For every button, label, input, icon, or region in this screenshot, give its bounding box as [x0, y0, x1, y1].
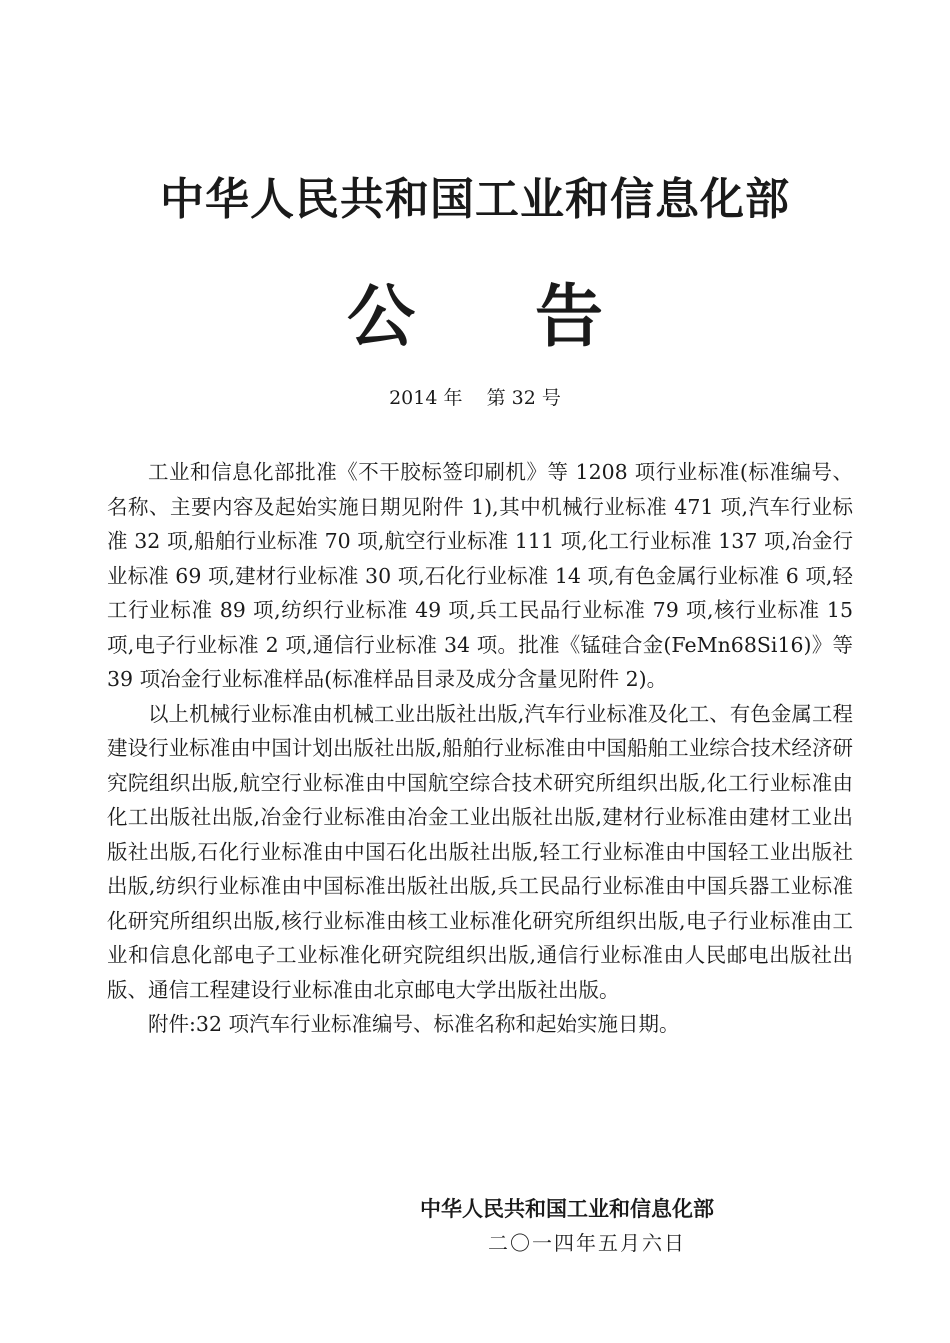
paragraph-approval: 工业和信息化部批准《不干胶标签印刷机》等 1208 项行业标准(标准编号、名称、主要内容及起始实施日期见附件 1),其中机械行业标准 471 项,汽车行业标准 32 项,船舶行业标准 70 项,航空行业标准 111 项,化工行业标准 137 项,冶金行业标准 69 项,建材行业标准 30 项,石化行业标准 14 项,有色金属行业标准 6 项,轻工行业标准 89 项,纺织行业标准 49 项,兵工民品行业标准 79 项,核行业标准 15 项,电子行业标准 2 项,通信行业标准 34 项。批准《锰硅合金(FeMn68Si16)》等 39 项冶金行业标准样品(标准样品目录及成分含量见附件 2)。: [107, 460, 853, 691]
document-type-heading: 公告: [346, 278, 723, 357]
signature-date: 二〇一四年五月六日: [488, 1231, 686, 1255]
issuing-organization-title: 中华人民共和国工业和信息化部: [160, 174, 790, 225]
document-number: 2014 年 第 32 号: [389, 387, 561, 409]
paragraph-publishers: 以上机械行业标准由机械工业出版社出版,汽车行业标准及化工、有色金属工程建设行业标准由中国计划出版社出版,船舶行业标准由中国船舶工业综合技术经济研究院组织出版,航空行业标准由中国航空综合技术研究所组织出版,化工行业标准由化工出版社出版,冶金行业标准由冶金工业出版社出版,建材行业标准由建材工业出版社出版,石化行业标准由中国石化出版社出版,轻工行业标准由中国轻工业出版社出版,纺织行业标准由中国标准出版社出版,兵工民品行业标准由中国兵器工业标准化研究所组织出版,核行业标准由核工业标准化研究所组织出版,电子行业标准由工业和信息化部电子工业标准化研究院组织出版,通信行业标准由人民邮电出版社出版、通信工程建设行业标准由北京邮电大学出版社出版。: [107, 701, 853, 1002]
signature-organization: 中华人民共和国工业和信息化部: [420, 1197, 714, 1221]
announcement-body: [107, 455, 853, 1042]
paragraph-attachment: 附件:32 项汽车行业标准编号、标准名称和起始实施日期。: [148, 1012, 680, 1036]
